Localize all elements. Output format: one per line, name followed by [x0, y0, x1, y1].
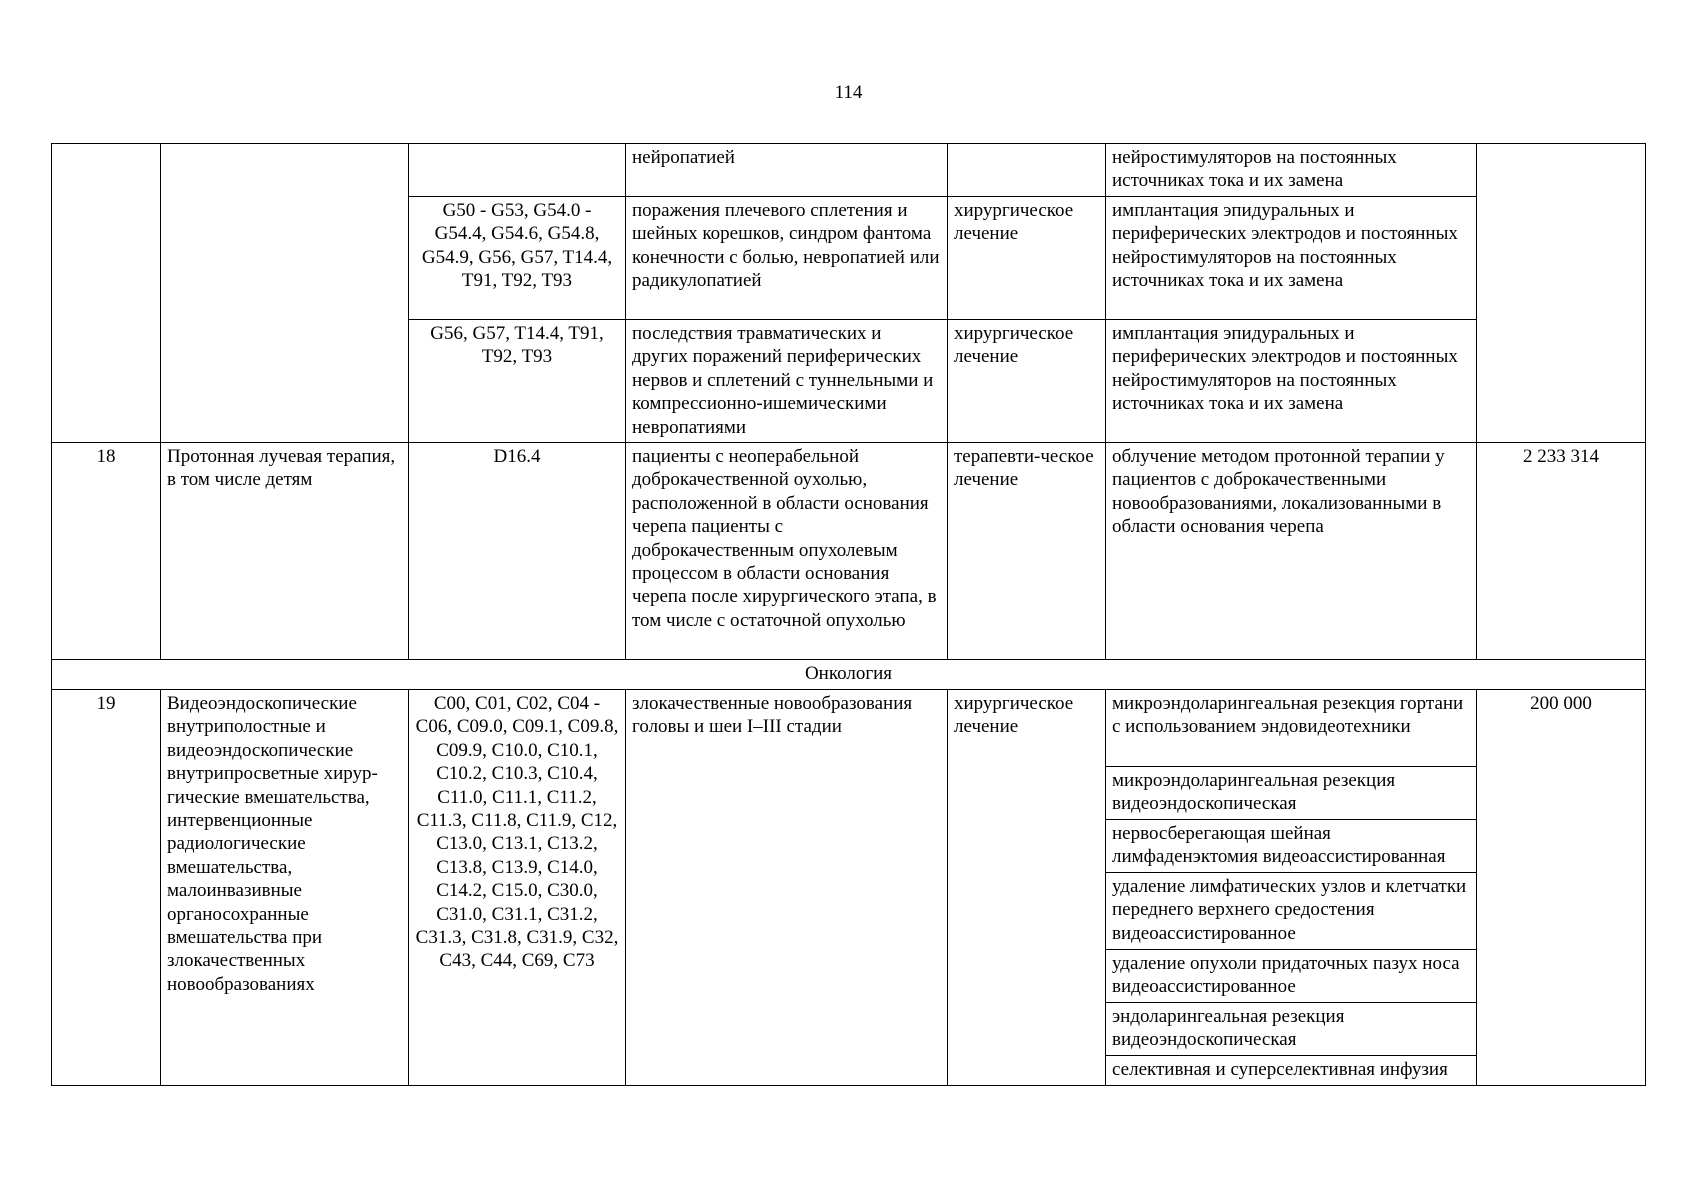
table-row — [52, 443, 1646, 660]
cost-cell: 2 233 314 — [1477, 443, 1646, 660]
care-type-cell: Видеоэндоскопические внутриполостные и видеоэндоскопические внутрипросветные хирур-гические вмешательства, интервенционные радиологические вмешательства, малоинвазивные органосохранные вмешательства при злокачественных новообразованиях — [161, 690, 409, 1086]
method-cell: имплантация эпидуральных и периферических электродов и постоянных нейростимуляторов на постоянных источниках тока и их замена — [1106, 197, 1477, 320]
method-cell: микроэндоларингеальная резекция гортани с использованием эндовидеотехники — [1106, 690, 1477, 767]
cost-cell: 200 000 — [1477, 690, 1646, 1086]
cost-cell — [1477, 144, 1646, 443]
treatment-cell: хирургическое лечение — [948, 690, 1106, 1086]
row-number-cell — [52, 144, 161, 443]
method-cell: удаление опухоли придаточных пазух носа видеоассистированное — [1106, 950, 1477, 1003]
condition-cell: злокачественные новообразования головы и шеи I–III стадии — [626, 690, 948, 1086]
section-header-row — [52, 660, 1646, 690]
method-cell: эндоларингеальная резекция видеоэндоскопическая — [1106, 1003, 1477, 1056]
method-cell: нервосберегающая шейная лимфаденэктомия видеоассистированная — [1106, 820, 1477, 873]
treatment-cell: терапевти-ческое лечение — [948, 443, 1106, 660]
method-cell: удаление лимфатических узлов и клетчатки переднего верхнего средостения видеоассистированное — [1106, 873, 1477, 950]
treatment-cell — [948, 144, 1106, 197]
method-cell: имплантация эпидуральных и периферических электродов и постоянных нейростимуляторов на постоянных источниках тока и их замена — [1106, 320, 1477, 443]
row-number-cell: 18 — [52, 443, 161, 660]
codes-cell: G56, G57, T14.4, T91, T92, T93 — [409, 320, 626, 443]
condition-cell: поражения плечевого сплетения и шейных корешков, синдром фантома конечности с болью, невропатией или радикулопатией — [626, 197, 948, 320]
method-cell: селективная и суперселективная инфузия — [1106, 1056, 1477, 1086]
method-cell: нейростимуляторов на постоянных источниках тока и их замена — [1106, 144, 1477, 197]
care-type-cell — [161, 144, 409, 443]
method-cell: облучение методом протонной терапии у пациентов с доброкачественными новообразованиями, локализованными в области основания черепа — [1106, 443, 1477, 660]
treatment-cell: хирургическое лечение — [948, 197, 1106, 320]
condition-cell: пациенты с неоперабельной доброкачественной оухолью, расположенной в области основания черепа пациенты с доброкачественным опухолевым процессом в области основания черепа после хирургического этапа, в том числе с остаточной опухолью — [626, 443, 948, 660]
medical-care-table — [51, 143, 1646, 1086]
section-title: Онкология — [52, 660, 1646, 690]
codes-cell — [409, 144, 626, 197]
codes-cell: C00, C01, C02, C04 - C06, C09.0, C09.1, C09.8, C09.9, C10.0, C10.1, C10.2, C10.3, C10.4, C11.0, C11.1, C11.2, C11.3, C11.8, C11.9, C12, C13.0, C13.1, C13.2, C13.8, C13.9, C14.0, C14.2, C15.0, C30.0, C31.0, C31.1, C31.2, C31.3, C31.8, C31.9, C32, C43, C44, C69, C73 — [409, 690, 626, 1086]
codes-cell: G50 - G53, G54.0 - G54.4, G54.6, G54.8, G54.9, G56, G57, T14.4, T91, T92, T93 — [409, 197, 626, 320]
table-row — [52, 690, 1646, 767]
treatment-cell: хирургическое лечение — [948, 320, 1106, 443]
table-row — [52, 144, 1646, 197]
codes-cell: D16.4 — [409, 443, 626, 660]
method-cell: микроэндоларингеальная резекция видеоэндоскопическая — [1106, 767, 1477, 820]
row-number-cell: 19 — [52, 690, 161, 1086]
condition-cell: последствия травматических и других поражений периферических нервов и сплетений с туннельными и компрессионно-ишемическими невропатиями — [626, 320, 948, 443]
page-number: 114 — [834, 82, 863, 103]
condition-cell: нейропатией — [626, 144, 948, 197]
care-type-cell: Протонная лучевая терапия, в том числе детям — [161, 443, 409, 660]
